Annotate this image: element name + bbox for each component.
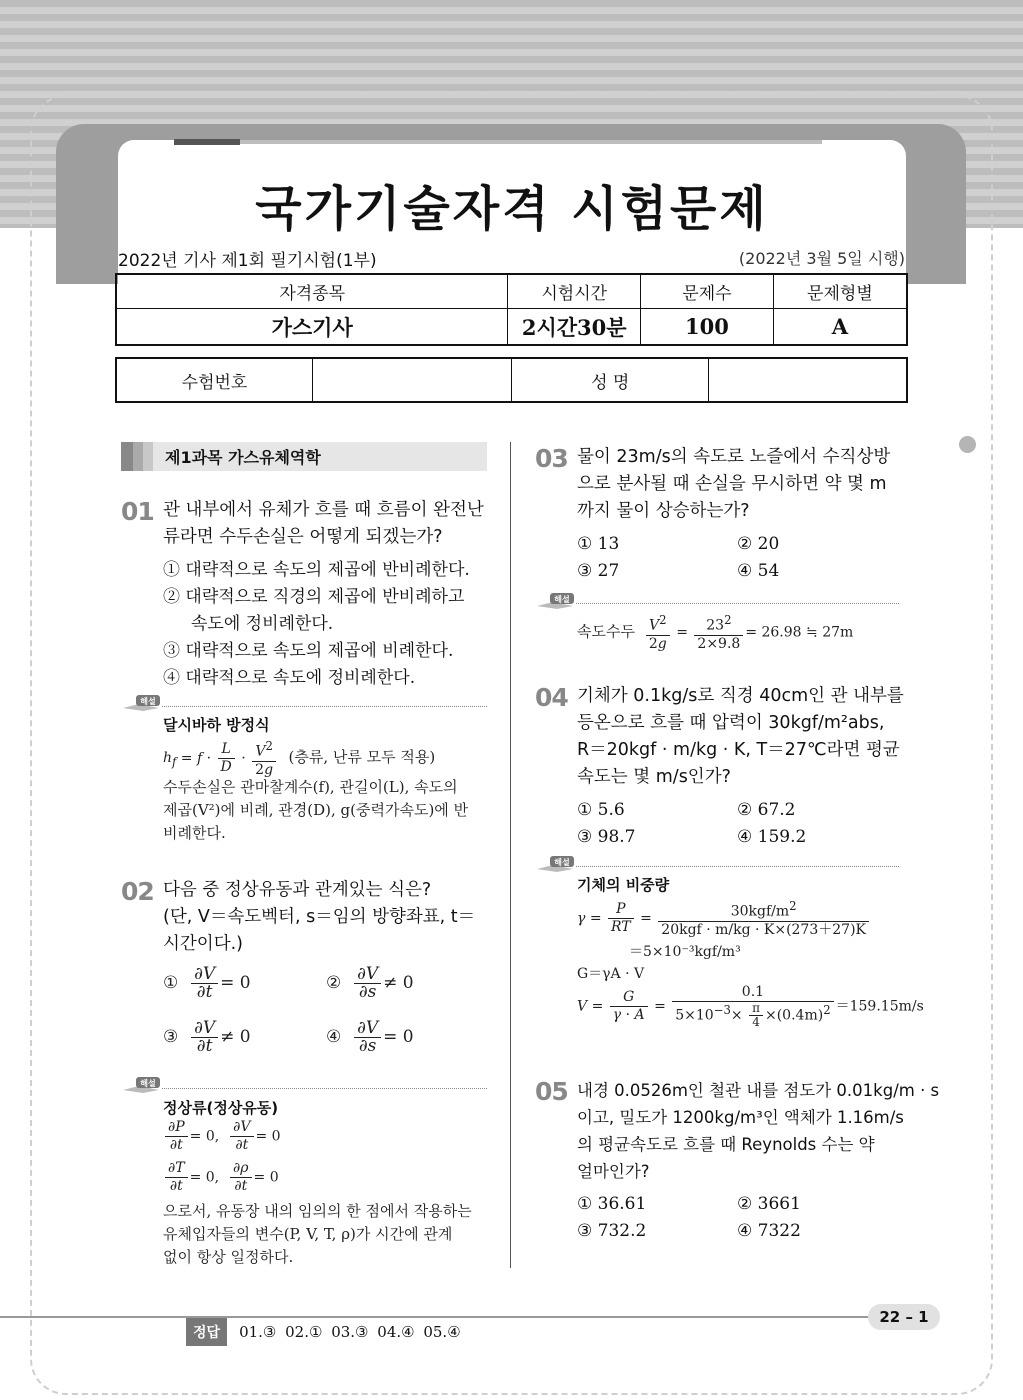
q1-text: 관 내부에서 유체가 흐를 때 흐름이 완전난 류라면 수두손실은 어떻게 되겠는가?	[163, 500, 484, 547]
q3-formula: 속도수두 $\frac{V^2}{2g}$ = $\frac{23^2}{2\times 9.8}$ = 26.98 ≒ 27m	[577, 613, 854, 652]
q4-text: 기체가 0.1kg/s로 직경 40cm인 관 내부를 등온으로 흐를 때 압력이 30kgf/m²abs, R＝20kgf · m/kg · K, T＝27℃라면 평균 속도는 몇 m/s인가?	[577, 686, 904, 787]
explanation-book-icon	[121, 694, 161, 712]
q5-number: 05	[535, 1077, 568, 1106]
q1-formula: $h_f = f$ · $\frac{L}{D}$ · $\frac{V^2}{2g}$ (층류, 난류 모두 적용)	[163, 739, 436, 778]
explanation-book-icon	[535, 855, 575, 873]
q1-option-3[interactable]: ③ 대략적으로 속도의 제곱에 비례한다.	[163, 641, 454, 661]
q4-explanation-divider	[576, 866, 899, 867]
answer-label: 정답	[186, 1318, 227, 1346]
q3-option-1[interactable]: ① 13	[577, 534, 620, 554]
q4-explanation-title: 기체의 비중량	[577, 876, 670, 894]
side-dot	[959, 436, 976, 453]
title-bar-light	[240, 140, 822, 144]
q5-option-1[interactable]: ① 36.61	[577, 1194, 647, 1214]
q3-option-2[interactable]: ② 20	[737, 534, 780, 554]
title-bar-dark	[174, 139, 240, 145]
candidate-number-label: 수험번호	[116, 358, 313, 402]
page-number: 22 – 1	[868, 1304, 940, 1330]
q2-explanation-title: 정상류(정상유동)	[163, 1099, 279, 1117]
subject-heading	[121, 442, 487, 471]
q4-option-2[interactable]: ② 67.2	[737, 800, 796, 820]
q2-option-2[interactable]: ② $\frac{\partial V}{\partial s}$ ≠ 0	[326, 964, 414, 1002]
q1-explanation-title: 달시바하 방정식	[163, 716, 270, 734]
svg-text:해설: 해설	[140, 697, 156, 706]
q2-text: 다음 중 정상유동과 관계있는 식은? (단, V＝속도벡터, s＝임의 방향좌표, t＝ 시간이다.)	[163, 880, 476, 954]
column-divider	[510, 442, 511, 1268]
q5-option-4[interactable]: ④ 7322	[737, 1221, 801, 1241]
q5-option-3[interactable]: ③ 732.2	[577, 1221, 647, 1241]
q2-explanation-divider	[162, 1088, 487, 1089]
answer-key	[186, 1318, 461, 1346]
value-question-type: A	[773, 309, 907, 346]
q1-option-2-cont: 속도에 정비례한다.	[191, 614, 334, 634]
header-question-count: 문제수	[641, 274, 774, 309]
q4-number: 04	[535, 683, 568, 712]
candidate-table	[115, 357, 908, 403]
q3-option-4[interactable]: ④ 54	[737, 561, 780, 581]
value-exam-time: 2시간30분	[508, 309, 641, 346]
answer-list: 01.③ 02.① 03.③ 04.④ 05.④	[239, 1323, 461, 1341]
explanation-book-icon	[535, 592, 575, 610]
q4-option-4[interactable]: ④ 159.2	[737, 827, 807, 847]
q2-explanation-text: 으로서, 유동장 내의 임의의 한 점에서 작용하는 유체입자들의 변수(P, V, T, ρ)가 시간에 관계 없이 항상 일정하다.	[163, 1202, 472, 1266]
q4-formula-3: G＝γA · V	[577, 966, 645, 982]
header-exam-time: 시험시간	[508, 274, 641, 309]
q1-number: 01	[121, 497, 154, 526]
svg-text:해설: 해설	[140, 1079, 156, 1088]
q3-number: 03	[535, 444, 568, 473]
q1-option-4[interactable]: ④ 대략적으로 속도에 정비례한다.	[163, 668, 416, 688]
value-qualification: 가스기사	[116, 309, 508, 346]
q4-formula-2: ＝5×10⁻³kgf/m³	[629, 944, 741, 960]
svg-text:해설: 해설	[554, 858, 570, 867]
candidate-name-label: 성 명	[512, 358, 709, 402]
svg-text:해설: 해설	[554, 595, 570, 604]
q5-text: 내경 0.0526m인 철관 내를 점도가 0.01kg/m · s 이고, 밀도가 1200kg/m³인 액체가 1.16m/s 의 평균속도로 흐를 때 Reynolds 수는 약 얼마인가?	[577, 1081, 940, 1181]
q3-explanation-divider	[576, 603, 899, 604]
q4-formula-1: γ = $\frac{P}{RT}$ = $\frac{30kgf/m^2}{\text{20kgf · m/kg · K×(273＋27)K}}$	[577, 898, 871, 939]
candidate-name-field[interactable]	[709, 358, 908, 402]
exam-date: (2022년 3월 5일 시행)	[738, 249, 905, 268]
q2-option-4[interactable]: ④ $\frac{\partial V}{\partial s}$ = 0	[326, 1018, 414, 1056]
q1-options	[163, 557, 470, 692]
exam-name: 2022년 기사 제1회 필기시험(1부)	[118, 251, 377, 271]
header-question-type: 문제형별	[773, 274, 907, 309]
q1-explanation-divider	[162, 706, 487, 707]
q1-option-2[interactable]: ② 대략적으로 직경의 제곱에 반비례하고	[163, 587, 465, 607]
q2-formula-1: $\frac{\partial P}{\partial t}$ = 0, $\frac{\partial V}{\partial t}$ = 0	[163, 1119, 281, 1154]
q2-formula-2: $\frac{\partial T}{\partial t}$ = 0, $\frac{\partial\rho}{\partial t}$ = 0	[163, 1160, 279, 1195]
exam-info-table	[115, 273, 908, 346]
q3-text: 물이 23m/s의 속도로 노즐에서 수직상방 으로 분사될 때 손실을 무시하면 약 몇 m 까지 물이 상승하는가?	[577, 447, 891, 521]
subject-title: 제1과목 가스유체역학	[165, 448, 321, 467]
q2-option-3[interactable]: ③ $\frac{\partial V}{\partial t}$ ≠ 0	[163, 1018, 251, 1056]
q4-formula-4: V = $\frac{G}{\gamma \cdot A}$ = 0.1 $5\times 10^{-3}\times$ $\frac{\pi}{4}$ $\times(0.4m)^2$ ＝159.15m/s	[577, 984, 924, 1030]
explanation-book-icon	[121, 1076, 161, 1094]
header-qualification: 자격종목	[116, 274, 508, 309]
q4-option-1[interactable]: ① 5.6	[577, 800, 625, 820]
q3-option-3[interactable]: ③ 27	[577, 561, 620, 581]
q5-option-2[interactable]: ② 3661	[737, 1194, 801, 1214]
q2-number: 02	[121, 877, 154, 906]
page-title: 국가기술자격 시험문제	[255, 181, 769, 237]
value-question-count: 100	[641, 309, 774, 346]
q1-option-1[interactable]: ① 대략적으로 속도의 제곱에 반비례한다.	[163, 560, 470, 580]
q4-option-3[interactable]: ③ 98.7	[577, 827, 636, 847]
candidate-number-field[interactable]	[313, 358, 512, 402]
q2-option-1[interactable]: ① $\frac{\partial V}{\partial t}$ = 0	[163, 964, 251, 1002]
q1-explanation-text: 수두손실은 관마찰계수(f), 관길이(L), 속도의 제곱(V²)에 비례, 관경(D), g(중력가속도)에 반 비례한다.	[163, 778, 469, 842]
